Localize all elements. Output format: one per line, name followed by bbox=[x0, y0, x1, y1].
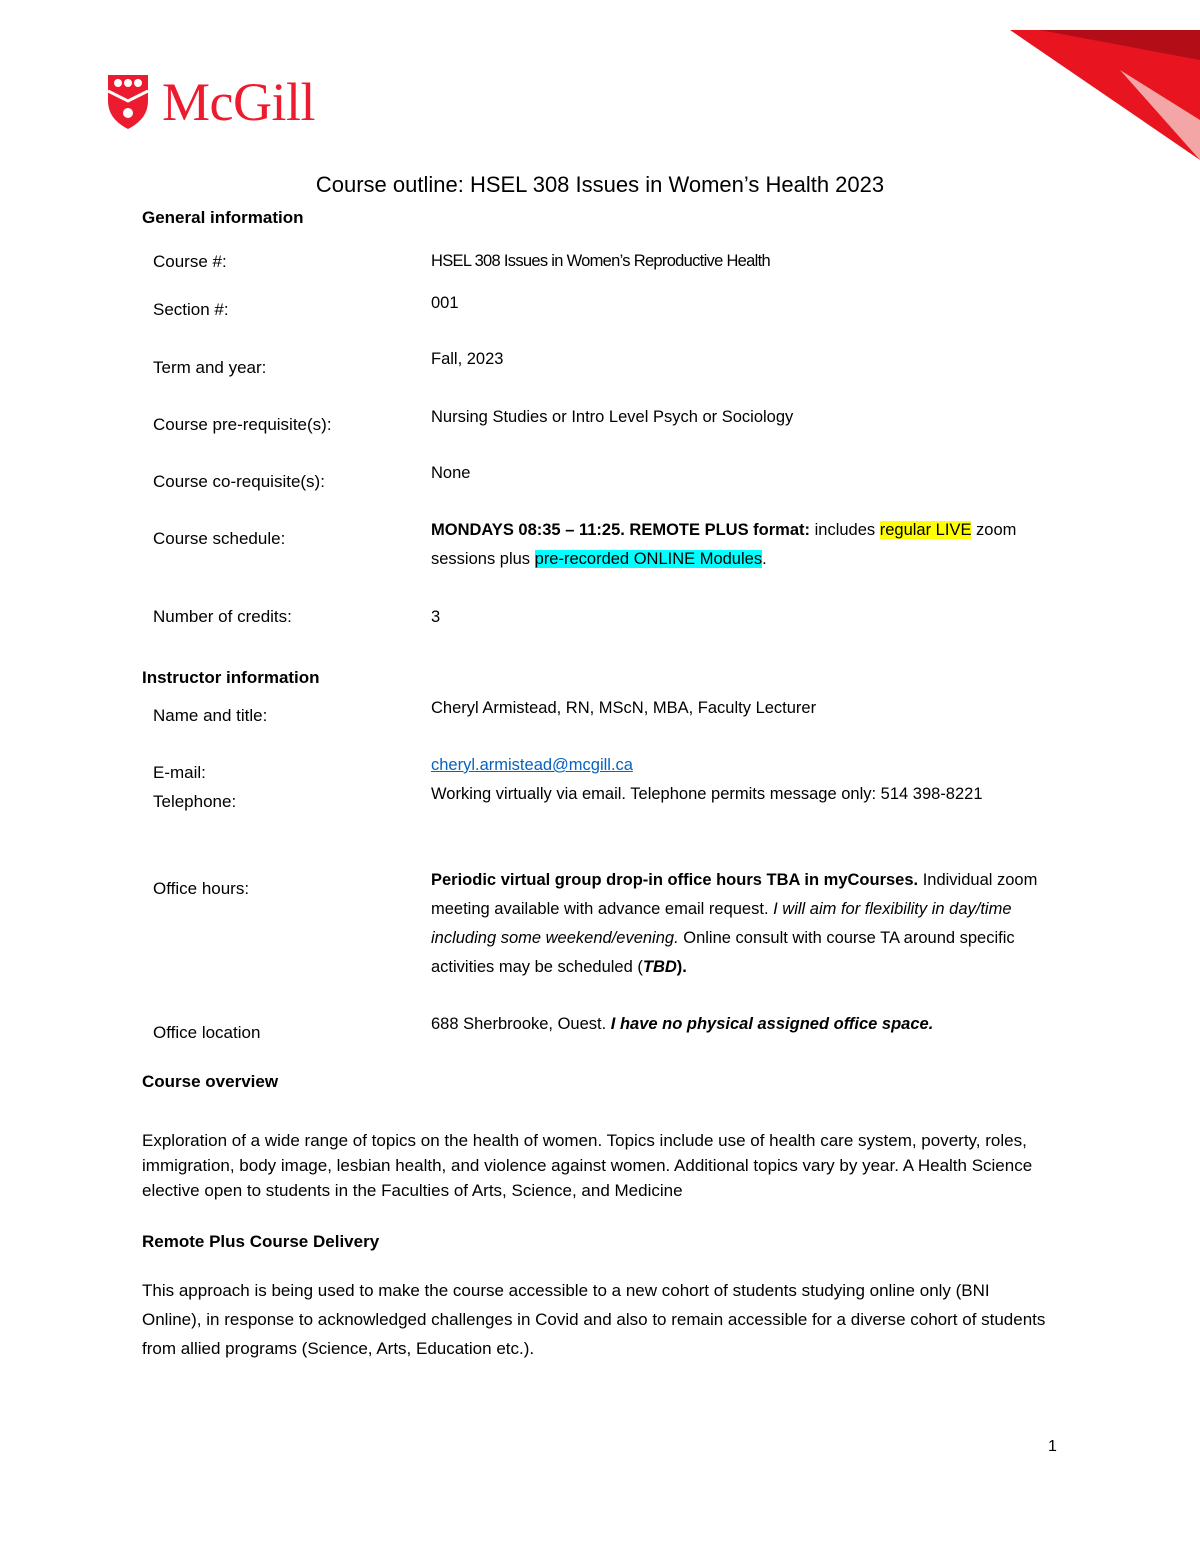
credits-label: Number of credits: bbox=[153, 607, 292, 626]
brand-wordmark: McGill bbox=[162, 72, 315, 132]
schedule-value bbox=[431, 516, 1051, 574]
course-number-value: HSEL 308 Issues in Women’s Reproductive Health bbox=[431, 252, 770, 270]
office-location-label: Office location bbox=[153, 1023, 261, 1042]
schedule-text-2: zoom sessions plus bbox=[431, 521, 1017, 568]
contact-values bbox=[431, 751, 1031, 809]
office-hours-value bbox=[431, 866, 1046, 982]
mcgill-logo bbox=[104, 70, 315, 134]
office-location-text: 688 Sherbrooke, Ouest. bbox=[431, 1015, 611, 1033]
schedule-text-3: . bbox=[762, 550, 767, 568]
delivery-heading: Remote Plus Course Delivery bbox=[142, 1232, 380, 1251]
section-number-label: Section #: bbox=[153, 300, 229, 319]
general-info-heading: General information bbox=[142, 208, 304, 227]
schedule-highlight-online: pre-recorded ONLINE Modules bbox=[534, 550, 763, 568]
office-hours-tbd: TBD bbox=[642, 958, 677, 976]
term-label: Term and year: bbox=[153, 358, 267, 377]
course-overview-text: Exploration of a wide range of topics on the health of women. Topics include use of health care system, poverty, roles, immigration, body image, lesbian health, and violence against women. Additional topics vary by year. A Health Science elective open to students in the Faculties of Arts, Science, and Medicine bbox=[142, 1131, 1033, 1200]
name-title-value: Cheryl Armistead, RN, MScN, MBA, Faculty Lecturer bbox=[431, 699, 817, 717]
name-title-label: Name and title: bbox=[153, 706, 268, 725]
office-hours-text-3: ). bbox=[676, 958, 687, 976]
office-hours-italic: I will aim for flexibility in day/time including some weekend/evening. bbox=[431, 900, 1012, 947]
office-location-note: I have no physical assigned office space. bbox=[610, 1015, 934, 1033]
email-link[interactable]: cheryl.armistead@mcgill.ca bbox=[431, 756, 633, 774]
office-hours-label: Office hours: bbox=[153, 879, 250, 898]
prerequisite-value: Nursing Studies or Intro Level Psych or Sociology bbox=[431, 408, 794, 426]
telephone-label: Telephone: bbox=[153, 792, 237, 811]
corner-decoration bbox=[1000, 0, 1200, 160]
page-number: 1 bbox=[1048, 1438, 1057, 1455]
office-location-value bbox=[431, 1010, 1051, 1039]
office-hours-bold: Periodic virtual group drop-in office hours TBA in myCourses. bbox=[431, 871, 919, 889]
email-label: E-mail: bbox=[153, 763, 206, 782]
credits-value: 3 bbox=[431, 608, 441, 626]
term-value: Fall, 2023 bbox=[431, 350, 504, 368]
schedule-bold: MONDAYS 08:35 – 11:25. REMOTE PLUS format: bbox=[431, 521, 811, 539]
page-title: Course outline: HSEL 308 Issues in Women’s Health 2023 bbox=[315, 172, 885, 197]
office-hours-text-1: Individual zoom meeting available with advance email request. bbox=[431, 871, 1038, 918]
course-overview-heading: Course overview bbox=[142, 1072, 279, 1091]
prerequisite-label: Course pre-requisite(s): bbox=[153, 415, 332, 434]
course-number-label: Course #: bbox=[153, 252, 227, 271]
office-hours-text-2: Online consult with course TA around specific activities may be scheduled ( bbox=[431, 929, 1015, 976]
schedule-label: Course schedule: bbox=[153, 529, 286, 548]
mcgill-crest-icon bbox=[104, 71, 152, 133]
section-number-value: 001 bbox=[431, 294, 459, 312]
schedule-text-1: includes bbox=[810, 521, 880, 539]
corequisite-value: None bbox=[431, 464, 471, 482]
corequisite-label: Course co-requisite(s): bbox=[153, 472, 325, 491]
telephone-value: Working virtually via email. Telephone permits message only: 514 398-8221 bbox=[431, 785, 983, 803]
schedule-highlight-live: regular LIVE bbox=[879, 521, 972, 539]
delivery-text: This approach is being used to make the course accessible to a new cohort of students studying online only (BNI Online), in response to acknowledged challenges in Covid and also to remain accessible for a diverse cohort of students from allied programs (Science, Arts, Education etc.). bbox=[142, 1281, 1046, 1358]
instructor-info-heading: Instructor information bbox=[142, 668, 320, 687]
